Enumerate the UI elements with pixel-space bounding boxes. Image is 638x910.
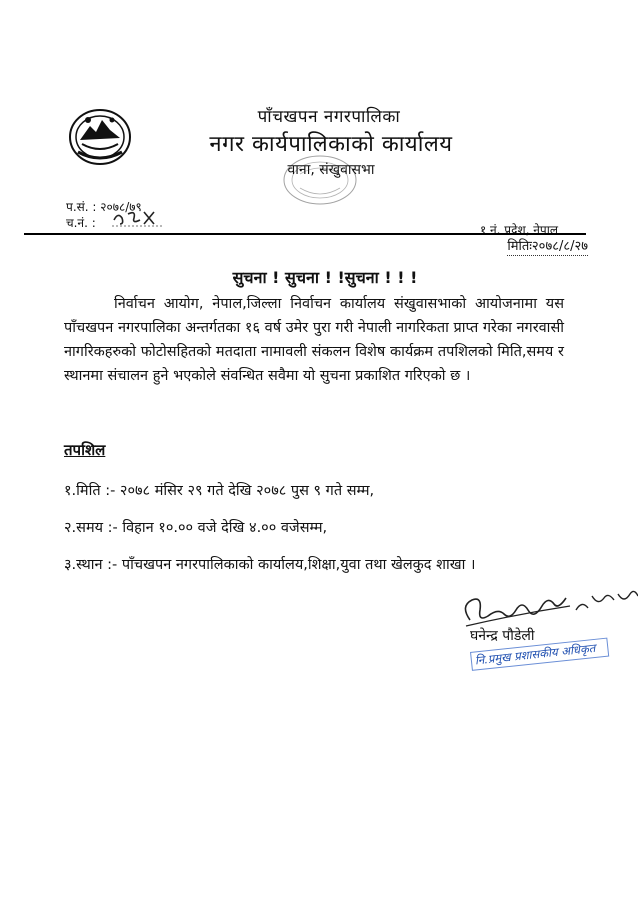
detail-venue: ३.स्थान :- पाँचखपन नगरपालिकाको कार्यालय,शिक्षा,युवा तथा खेलकुद शाखा । bbox=[64, 557, 476, 573]
notice-body bbox=[64, 292, 564, 388]
patra-sankhya: प.सं. : २०७८/७९ bbox=[66, 200, 142, 214]
chalani-label: च.नं. : bbox=[66, 216, 96, 230]
signer-name: घनेन्द्र पौडेली bbox=[470, 628, 535, 644]
municipality-name: पाँचखपन नगरपालिका bbox=[257, 107, 401, 127]
header-rule bbox=[24, 233, 586, 235]
tapashil-heading: तपशिल bbox=[64, 441, 106, 459]
document-date: मितिः२०७८/८/२७ bbox=[507, 236, 588, 256]
detail-time: २.समय :- विहान १०.०० वजे देखि ४.०० वजेसम्म, bbox=[64, 520, 328, 536]
notice-title: सुचना ! सुचना ! !सुचना ! ! ! bbox=[232, 268, 418, 287]
office-address: वाना, संखुवासभा bbox=[287, 162, 375, 178]
chalani-number-handwritten bbox=[110, 206, 166, 228]
detail-date: १.मिति :- २०७८ मंसिर २९ गते देखि २०७८ पुस ९ गते सम्म, bbox=[64, 483, 375, 499]
notice-paragraph: निर्वाचन आयोग, नेपाल,जिल्ला निर्वाचन कार्यालय संखुवासभाको आयोजनामा यस पाँचखपन नगरपालिका अन्तर्गतका १६ वर्ष उमेर पुरा गरी नेपाली नागरिकता प्राप्त गरेका नगरवासी नागरिकहरुको फोटोसहितको मतदाता नामावली संकलन विशेष कार्यक्रम तपशिलको मिति,समय र स्थानमा संचालन हुने भएकोले संवन्धित सवैमा यो सुचना प्रकाशित गरिएको छ । bbox=[64, 296, 564, 384]
office-name: नगर कार्यपालिकाको कार्यालय bbox=[209, 132, 453, 157]
signer-title-stamp: नि.प्रमुख प्रशासकीय अधिकृत bbox=[470, 638, 609, 671]
province-label: १ नं. प्रदेश, नेपाल bbox=[479, 223, 558, 237]
